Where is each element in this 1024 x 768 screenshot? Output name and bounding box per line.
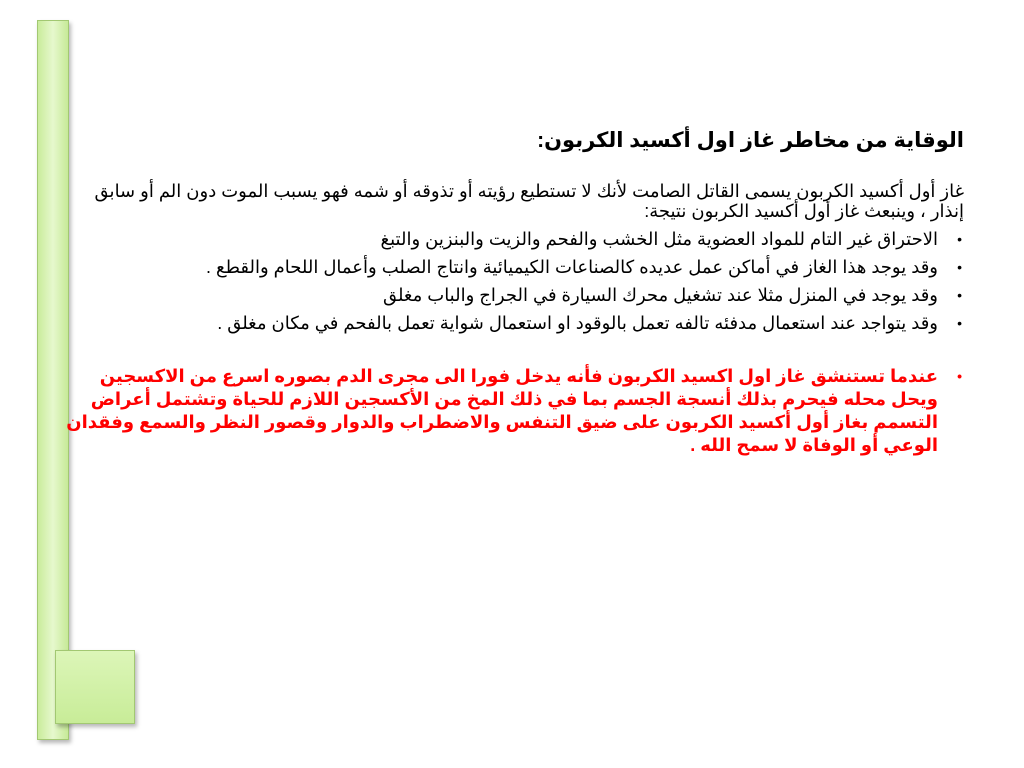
bullet-icon: • — [957, 259, 962, 275]
slide-title: الوقاية من مخاطر غاز اول أكسيد الكربون: — [537, 129, 964, 152]
list-item — [64, 313, 964, 333]
list-item-text: وقد يوجد هذا الغاز في أماكن عمل عديده كالصناعات الكيميائية وانتاج الصلب وأعمال اللحام والقطع . — [206, 257, 938, 277]
bullet-icon: • — [957, 287, 962, 303]
warning-item — [64, 365, 964, 457]
bullet-icon: • — [957, 368, 962, 384]
list-item-text: الاحتراق غير التام للمواد العضوية مثل الخشب والفحم والزيت والبنزين والتبغ — [380, 229, 938, 249]
list-item — [64, 285, 964, 305]
warning-text: عندما تستنشق غاز اول اكسيد الكربون فأنه يدخل فورا الى مجرى الدم بصوره اسرع من الاكسجين ويحل محله فيحرم بذلك أنسجة الجسم بما في ذلك المخ من الأكسجين اللازم للحياة وتشتمل أعراض التسمم بغاز أول أكسيد الكربون على ضيق التنفس والاضطراب والدوار وقصور النظر والسمع وفقدان الوعي أو الوفاة لا سمح الله . — [66, 366, 938, 455]
list-item — [64, 257, 964, 277]
bullet-list — [64, 229, 964, 457]
decorative-green-square — [55, 650, 135, 724]
list-item-text: وقد يوجد في المنزل مثلا عند تشغيل محرك السيارة في الجراج والباب مغلق — [382, 285, 938, 305]
intro-paragraph: غاز أول أكسيد الكربون يسمى القاتل الصامت لأنك لا تستطيع رؤيته أو تذوقه أو شمه فهو يسبب الموت دون الم أو سابق إنذار ، وينبعث غاز أول أكسيد الكربون نتيجة: — [94, 181, 964, 221]
bullet-icon: • — [957, 315, 962, 331]
slide-content — [64, 125, 964, 465]
list-item-text: وقد يتواجد عند استعمال مدفئه تالفه تعمل بالوقود او استعمال شواية تعمل بالفحم في مكان مغلق . — [217, 313, 938, 333]
bullet-icon: • — [957, 231, 962, 247]
list-item — [64, 229, 964, 249]
